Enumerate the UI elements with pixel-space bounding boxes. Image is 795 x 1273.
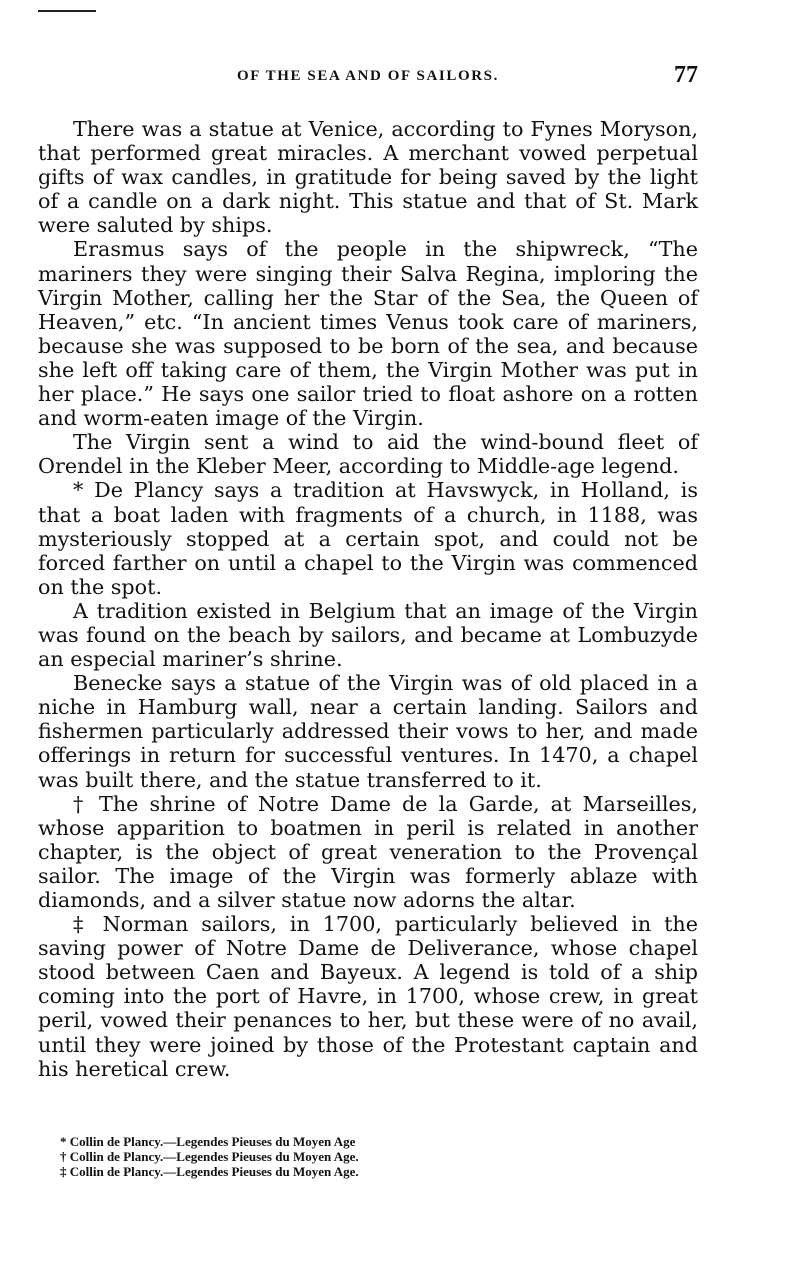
paragraph-marseilles: † The shrine of Notre Dame de la Garde, at Marseilles, whose apparition to boatmen in peril is related in another chapter, is the object of great veneration to the Provençal sailor. The image of the Virgin was formerly ablaze with diamonds, and a silver statue now adorns the altar. xyxy=(38,791,698,912)
footnote-asterisk: * Collin de Plancy.—Legendes Pieuses du Moyen Age xyxy=(60,1134,356,1149)
paragraph-orendel: The Virgin sent a wind to aid the wind-bound fleet of Orendel in the Kleber Meer, according to Middle-age legend. xyxy=(38,430,698,479)
footnotes xyxy=(60,1134,700,1179)
paragraph-norman-sailors: ‡ Norman sailors, in 1700, particularly believed in the saving power of Notre Dame de Deliverance, whose chapel stood between Caen and Bayeux. A legend is told of a ship coming into the port of Havre, in 1700, whose crew, in great peril, vowed their penances to her, but these were of no avail, until they were joined by those of the Protestant captain and his heretical crew. xyxy=(38,912,698,1081)
paragraph-venice-statue: There was a statue at Venice, according to Fynes Moryson, that performed great miracles. A merchant vowed perpetual gifts of wax candles, in gratitude for being saved by the light of a candle on a dark night. This statue and that of St. Mark were saluted by ships. xyxy=(38,117,698,238)
running-title: OF THE SEA AND OF SAILORS. xyxy=(237,68,499,84)
footnote-double-dagger: ‡ Collin de Plancy.—Legendes Pieuses du Moyen Age. xyxy=(60,1164,359,1179)
running-head xyxy=(38,62,698,92)
paragraph-belgium: A tradition existed in Belgium that an image of the Virgin was found on the beach by sailors, and became at Lombuzyde an especial mariner’s shrine. xyxy=(38,598,698,672)
body-text xyxy=(38,117,698,1081)
paragraph-havswyck: * De Plancy says a tradition at Havswyck, in Holland, is that a boat laden with fragments of a church, in 1188, was mysteriously stopped at a certain spot, and could not be forced farther on until a chapel to the Virgin was commenced on the spot. xyxy=(38,478,698,599)
page-number: 77 xyxy=(674,62,698,88)
paragraph-erasmus: Erasmus says of the people in the shipwreck, “The mariners they were singing their Salva Regina, imploring the Virgin Mother, calling her the Star of the Sea, the Queen of Heaven,” etc. “In ancient times Venus took care of mariners, because she was supposed to be born of the sea, and because she left off taking care of them, the Virgin Mother was put in her place.” He says one sailor tried to float ashore on a rotten and worm-eaten image of the Virgin. xyxy=(38,237,698,431)
footnote-dagger: † Collin de Plancy.—Legendes Pieuses du Moyen Age. xyxy=(60,1149,359,1164)
top-rule xyxy=(38,10,96,12)
paragraph-hamburg: Benecke says a statue of the Virgin was of old placed in a niche in Hamburg wall, near a certain landing. Sailors and fishermen particularly addressed their vows to her, and made offerings in return for successful ventures. In 1470, a chapel was built there, and the statue transferred to it. xyxy=(38,671,698,792)
